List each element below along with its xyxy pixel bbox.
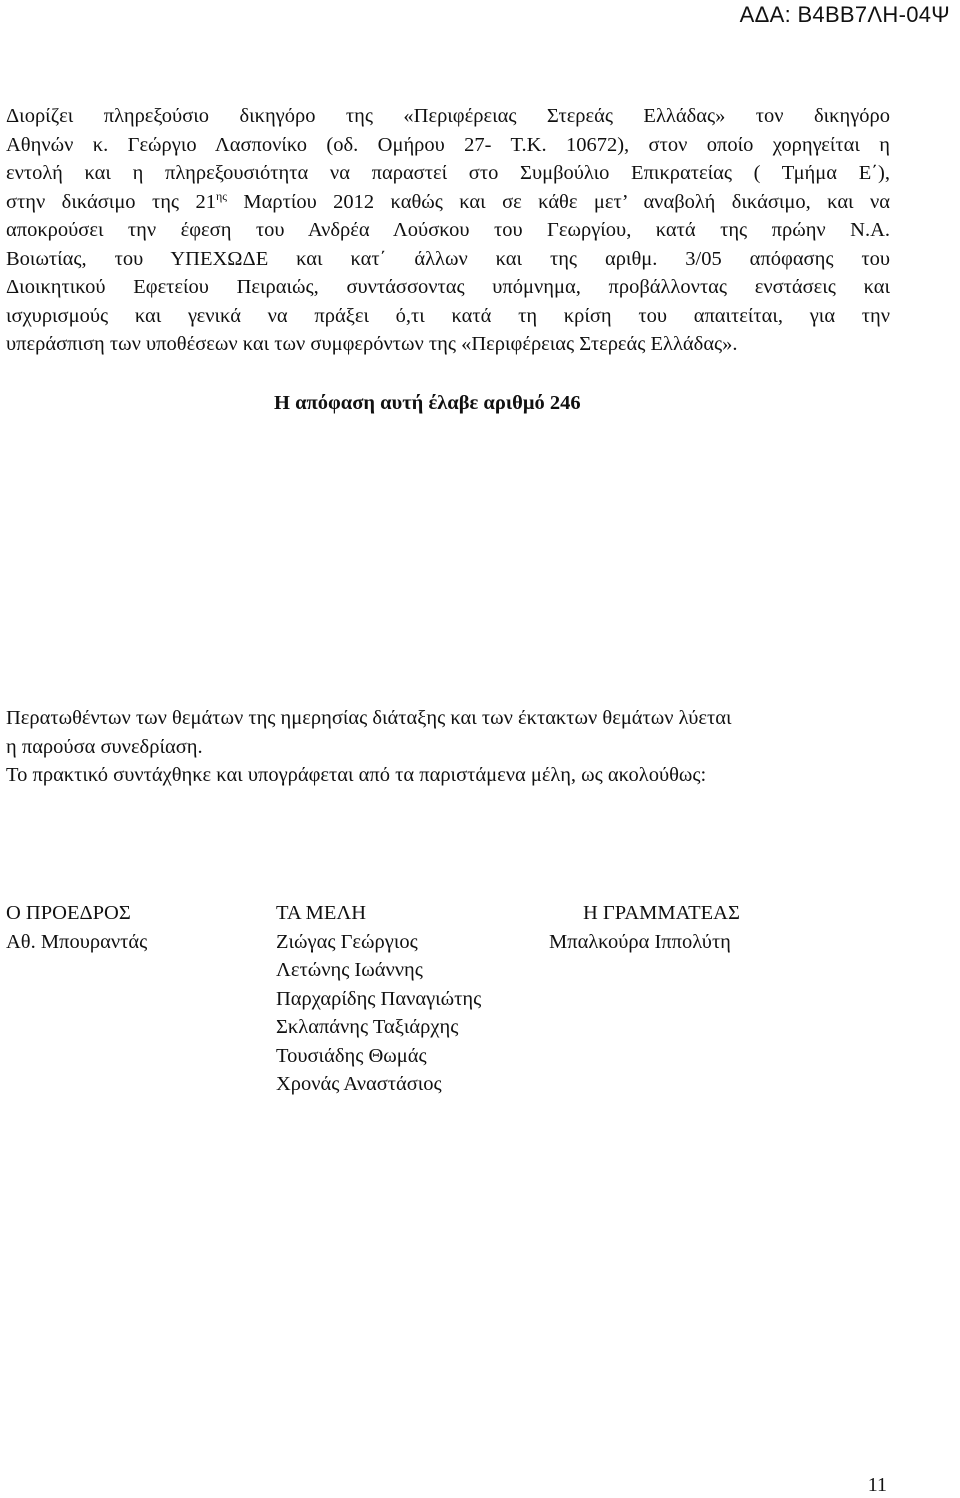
members-signature xyxy=(276,899,481,1099)
member-name: Παρχαρίδης Παναγιώτης xyxy=(276,987,482,1010)
closing-line: Το πρακτικό συντάχθηκε και υπογράφεται από τα παριστάμενα μέλη, ως ακολούθως: xyxy=(6,764,707,786)
closing-line: Περατωθέντων των θεμάτων της ημερησίας διάταξης και των έκτακτων θεμάτων λύεται xyxy=(6,707,732,729)
page-number: 11 xyxy=(867,1474,887,1496)
paragraph-line: Διοικητικού Εφετείου Πειραιώς, συντάσσοντας υπόμνημα, προβάλλοντας ενστάσεις και xyxy=(6,276,890,298)
closing-paragraph xyxy=(6,704,896,790)
president-signature xyxy=(6,899,147,956)
member-name: Χρονάς Αναστάσιος xyxy=(276,1073,442,1095)
secretary-signature xyxy=(549,899,740,956)
secretary-title: Η ΓΡΑΜΜΑΤΕΑΣ xyxy=(583,902,740,924)
paragraph-line: ισχυρισμούς και γενικά να πράξει ό,τι κατά τη κρίση του απαιτείται, για την xyxy=(6,304,890,327)
secretary-name: Μπαλκούρα Ιππολύτη xyxy=(549,930,731,953)
paragraph-line: εντολή και η πληρεξουσιότητα να παραστεί στο Συμβούλιο Επικρατείας ( Τμήμα Ε΄), xyxy=(6,162,890,184)
paragraph-line xyxy=(6,188,890,217)
paragraph-line: αποκρούσει την έφεση του Ανδρέα Λούσκου του Γεωργίου, κατά της πρώην Ν.Α. xyxy=(6,219,890,241)
paragraph-line: Αθηνών κ. Γεώργιο Λασπονίκο (οδ. Ομήρου 27- Τ.Κ. 10672), στον οποίο χορηγείται η xyxy=(6,133,890,156)
member-name: Λετώνης Ιωάννης xyxy=(276,959,423,981)
ordinal-suffix: ης xyxy=(215,188,227,203)
member-name: Ζιώγας Γεώργιος xyxy=(276,930,418,953)
decision-number: Η απόφαση αυτή έλαβε αριθμό 246 xyxy=(274,392,581,414)
paragraph-line: Διορίζει πληρεξούσιο δικηγόρο της «Περιφέρειας Στερεάς Ελλάδας» τον δικηγόρο xyxy=(6,105,890,127)
paragraph-text: Μαρτίου 2012 καθώς και σε κάθε μετ’ αναβολή δικάσιμο, και να xyxy=(226,190,890,213)
appointment-paragraph xyxy=(6,102,890,359)
ada-code: ΑΔΑ: Β4ΒΒ7ΛΗ-04Ψ xyxy=(739,2,950,27)
paragraph-line: υπεράσπιση των υποθέσεων και των συμφερόντων της «Περιφέρειας Στερεάς Ελλάδας». xyxy=(6,333,738,355)
president-title: Ο ΠΡΟΕΔΡΟΣ xyxy=(6,902,131,924)
paragraph-line: Βοιωτίας, του ΥΠΕΧΩΔΕ και κατ΄ άλλων και της αριθμ. 3/05 απόφασης του xyxy=(6,247,890,270)
closing-line: η παρούσα συνεδρίαση. xyxy=(6,735,203,758)
member-name: Τουσιάδης Θωμάς xyxy=(276,1044,427,1067)
president-name: Αθ. Μπουραντάς xyxy=(6,930,148,953)
paragraph-text: στην δικάσιμο της 21 xyxy=(6,190,216,213)
member-name: Σκλαπάνης Ταξιάρχης xyxy=(276,1016,459,1038)
members-title: ΤΑ ΜΕΛΗ xyxy=(276,902,367,924)
